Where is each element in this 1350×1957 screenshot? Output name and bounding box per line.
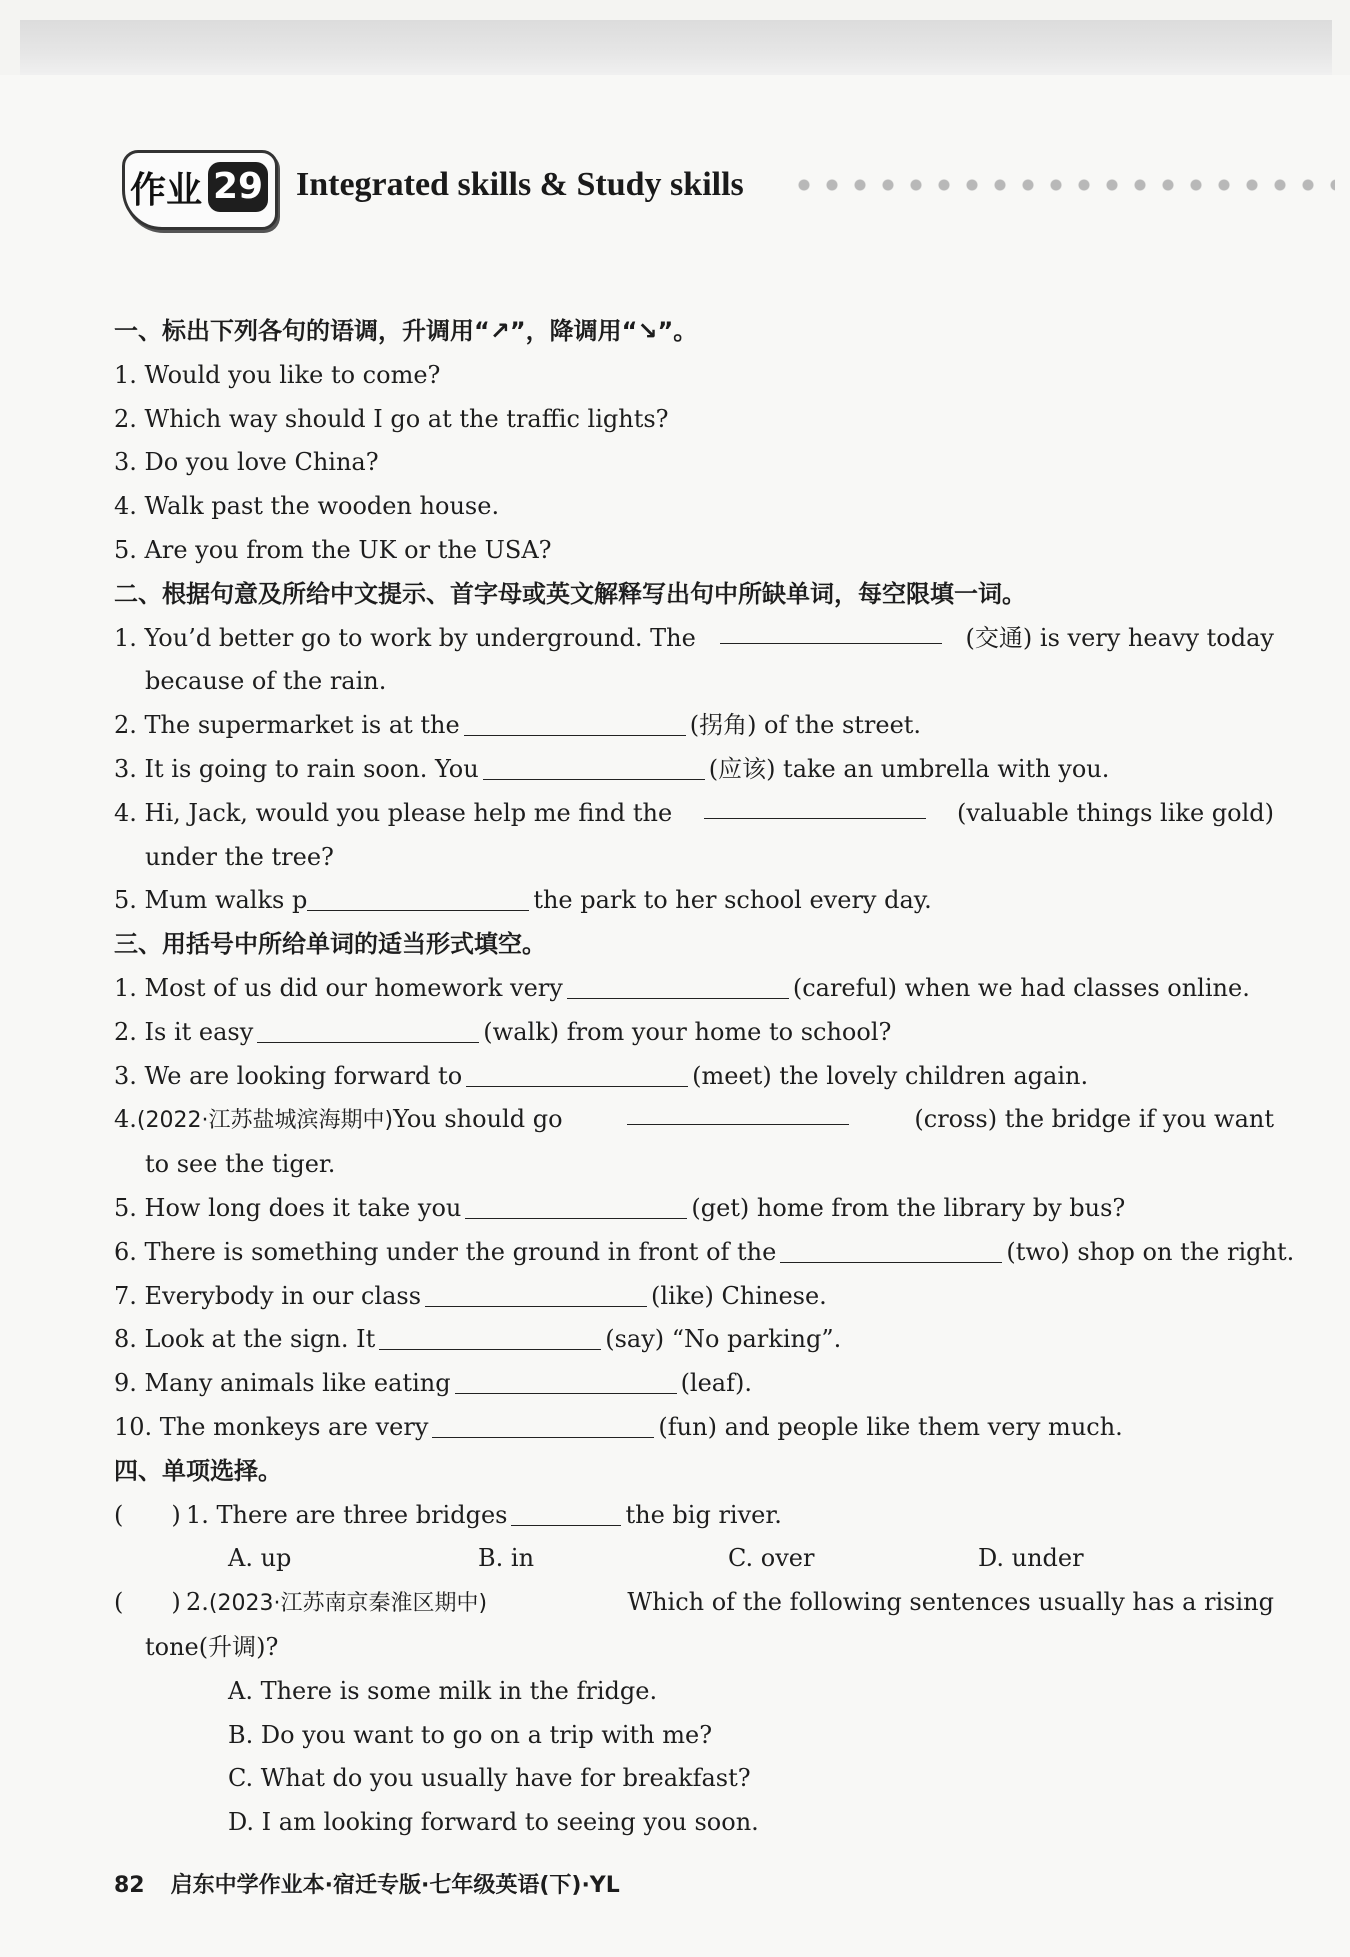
s2-q2 <box>114 704 1274 748</box>
s3-q1-hint: (careful) when we had classes online. <box>792 973 1250 1002</box>
s3-q8 <box>114 1318 1274 1362</box>
answer-blank[interactable] <box>627 1098 849 1125</box>
option-d[interactable]: D. under <box>978 1544 1084 1573</box>
s3-q10-hint: (fun) and people like them very much. <box>658 1412 1123 1441</box>
book-title: 启东中学作业本·宿迁专版·七年级英语(下)·YL <box>170 1873 620 1898</box>
s4-q2-num: 2. <box>186 1588 209 1617</box>
s3-q4-text: You should go <box>393 1105 563 1134</box>
option-b[interactable]: B. Do you want to go on a trip with me? <box>228 1720 713 1749</box>
s3-q4-cont: to see the tiger. <box>145 1150 336 1179</box>
page-number: 82 <box>114 1873 145 1898</box>
answer-blank[interactable] <box>720 617 942 644</box>
answer-blank[interactable] <box>567 972 789 999</box>
answer-paren[interactable]: ( ) <box>114 1588 181 1617</box>
section-3-title: 三、用括号中所给单词的适当形式填空。 <box>114 930 546 959</box>
s3-q9-hint: (leaf). <box>680 1369 752 1398</box>
s2-q3-hint: (应该) take an umbrella with you. <box>708 754 1110 783</box>
s1-item: 1. Would you like to come? <box>114 360 441 389</box>
s3-q1-text: 1. Most of us did our homework very <box>114 973 563 1002</box>
page-title: Integrated skills & Study skills <box>296 166 744 203</box>
s4-q1-tail: the big river. <box>625 1500 782 1529</box>
answer-blank[interactable] <box>465 1192 687 1219</box>
answer-blank[interactable] <box>379 1323 601 1350</box>
answer-blank[interactable] <box>483 753 705 780</box>
s3-q3 <box>114 1055 1274 1099</box>
option-a[interactable]: A. up <box>228 1544 292 1573</box>
answer-blank[interactable] <box>464 709 686 736</box>
s2-q1-cont: because of the rain. <box>145 667 387 696</box>
s2-q1 <box>114 617 1274 661</box>
s3-q5-text: 5. How long does it take you <box>114 1193 462 1222</box>
answer-paren[interactable]: ( ) <box>114 1500 181 1529</box>
s3-q4-num: 4. <box>114 1105 137 1134</box>
s4-q1-options <box>114 1537 1274 1581</box>
option-a[interactable]: A. There is some milk in the fridge. <box>228 1676 658 1705</box>
s3-q8-text: 8. Look at the sign. It <box>114 1325 376 1354</box>
s3-q6 <box>114 1231 1295 1275</box>
s3-q8-hint: (say) “No parking”. <box>605 1325 842 1354</box>
s3-q7-hint: (like) Chinese. <box>651 1281 827 1310</box>
s3-q5 <box>114 1187 1274 1231</box>
option-c[interactable]: C. What do you usually have for breakfast? <box>228 1764 751 1793</box>
decorative-dots <box>790 178 1335 192</box>
s2-q2-hint: (拐角) of the street. <box>689 711 922 740</box>
s3-q7-text: 7. Everybody in our class <box>114 1281 422 1310</box>
s3-q2-text: 2. Is it easy <box>114 1017 254 1046</box>
s3-q5-hint: (get) home from the library by bus? <box>691 1193 1126 1222</box>
option-c[interactable]: C. over <box>728 1544 815 1573</box>
scan-top-band <box>20 20 1332 75</box>
s4-q2-cont: tone(升调)? <box>145 1632 279 1661</box>
s3-q2-hint: (walk) from your home to school? <box>483 1017 892 1046</box>
s2-q5-hint: the park to her school every day. <box>533 886 932 915</box>
option-d[interactable]: D. I am looking forward to seeing you soon. <box>228 1808 759 1837</box>
s2-q4-cont: under the tree? <box>145 842 334 871</box>
s4-q2-text: Which of the following sentences usually has a rising <box>627 1588 1274 1617</box>
s1-item: 3. Do you love China? <box>114 448 379 477</box>
s2-q5-text: 5. Mum walks p <box>114 886 308 915</box>
s2-q4-text: 4. Hi, Jack, would you please help me find the <box>114 798 673 827</box>
option-b[interactable]: B. in <box>478 1544 535 1573</box>
s2-q4 <box>114 792 1274 836</box>
s1-item: 2. Which way should I go at the traffic lights? <box>114 404 669 433</box>
s3-q4 <box>114 1098 1274 1143</box>
answer-blank[interactable] <box>425 1280 647 1307</box>
answer-blank[interactable] <box>307 884 529 911</box>
section-1-title: 一、标出下列各句的语调，升调用“↗”，降调用“↘”。 <box>114 317 698 345</box>
s3-q2 <box>114 1011 1274 1055</box>
worksheet-content <box>114 310 1295 1845</box>
answer-blank[interactable] <box>257 1016 479 1043</box>
s3-q4-hint: (cross) the bridge if you want <box>914 1105 1274 1134</box>
s3-q4-source: (2022·江苏盐城滨海期中) <box>136 1108 394 1134</box>
answer-blank[interactable] <box>455 1367 677 1394</box>
s4-q2 <box>114 1581 1274 1626</box>
s3-q10 <box>114 1406 1274 1450</box>
answer-blank[interactable] <box>432 1411 654 1438</box>
s2-q4-hint: (valuable things like gold) <box>956 798 1274 827</box>
s1-item: 4. Walk past the wooden house. <box>114 492 500 521</box>
answer-blank[interactable] <box>704 792 926 819</box>
s3-q6-text: 6. There is something under the ground in front of the <box>114 1237 777 1266</box>
s3-q7 <box>114 1275 1274 1319</box>
s3-q9 <box>114 1362 1274 1406</box>
section-2-title: 二、根据句意及所给中文提示、首字母或英文解释写出句中所缺单词，每空限填一词。 <box>114 579 1026 608</box>
s4-q1-text: 1. There are three bridges <box>186 1500 508 1529</box>
page-footer <box>114 1868 620 1899</box>
s3-q3-hint: (meet) the lovely children again. <box>692 1061 1089 1090</box>
s3-q10-text: 10. The monkeys are very <box>114 1412 429 1441</box>
s2-q1-text: 1. You’d better go to work by underground. The <box>114 623 696 652</box>
answer-blank[interactable] <box>466 1060 688 1087</box>
s2-q1-hint: (交通) is very heavy today <box>965 623 1274 652</box>
s2-q2-text: 2. The supermarket is at the <box>114 711 460 740</box>
s2-q3 <box>114 748 1274 792</box>
s4-q2-source: (2023·江苏南京秦淮区期中) <box>208 1591 488 1617</box>
s4-q1 <box>114 1494 1274 1538</box>
s3-q6-hint: (two) shop on the right. <box>1006 1237 1295 1266</box>
answer-blank[interactable] <box>780 1236 1002 1263</box>
answer-blank[interactable] <box>511 1499 621 1526</box>
homework-label: 作业 <box>130 170 203 211</box>
section-4-title: 四、单项选择。 <box>114 1456 282 1485</box>
s2-q3-text: 3. It is going to rain soon. You <box>114 754 479 783</box>
s3-q9-text: 9. Many animals like eating <box>114 1369 451 1398</box>
s3-q1 <box>114 967 1274 1011</box>
s2-q5 <box>114 879 1274 923</box>
s1-item: 5. Are you from the UK or the USA? <box>114 535 552 564</box>
s3-q3-text: 3. We are looking forward to <box>114 1061 463 1090</box>
homework-number: 29 <box>208 162 268 212</box>
